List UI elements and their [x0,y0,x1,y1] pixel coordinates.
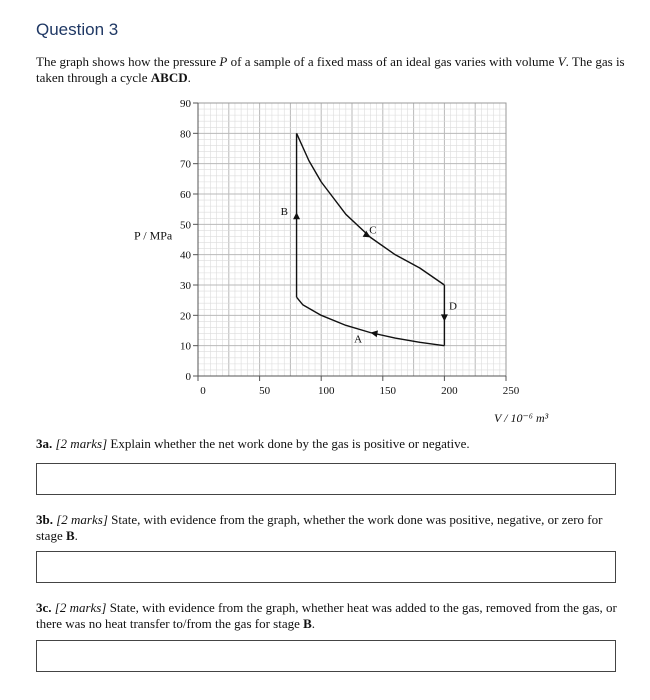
intro-cycle-name: ABCD [150,70,188,85]
point-label-a: A [354,333,363,346]
part-3b-text: State, with evidence from the graph, whether the work done was positive, negative, or zero for stage [36,512,603,543]
intro-text-1: The graph shows how the pressure [36,54,220,69]
y-tick-label: 30 [180,280,191,292]
y-tick-label: 60 [180,189,191,201]
y-tick-label: 10 [180,340,191,353]
x-tick-label: 50 [259,385,271,397]
part-3c-marks: [2 marks] [54,600,107,615]
part-3b-end: . [74,528,78,543]
intro-symbol-v: V [557,54,566,69]
intro-text-2: of a sample of a fixed mass of an ideal gas varies with volume [227,54,558,69]
x-tick-label: 150 [379,385,397,397]
point-label-b: B [280,206,288,219]
part-3b-id: 3b. [36,512,53,527]
y-tick-label: 50 [180,219,191,232]
x-tick-label: 250 [502,385,520,397]
intro-text-3: . The gas is taken through a cycle [36,54,625,85]
answer-box-3b[interactable] [36,551,616,583]
part-3b-marks: [2 marks] [56,512,108,527]
point-label-c: C [369,224,377,237]
y-axis-label: P / MPa [134,228,173,243]
x-axis-label: V / 10⁻⁶ m³ [494,411,549,425]
y-tick-label: 40 [180,249,191,262]
part-3c-end: . [311,616,316,631]
arrow-d-down [441,314,448,321]
y-tick-label: 80 [180,128,191,141]
y-tick-label: 70 [180,158,191,171]
arrow-b-up [293,212,300,219]
question-intro [36,54,626,86]
x-tick-label: 200 [441,385,458,397]
part-3c [36,600,626,632]
y-tick-label: 20 [180,310,191,323]
part-3a-id: 3a. [36,436,53,451]
x-tick-label: 100 [317,385,335,397]
part-3a [36,436,626,452]
part-3a-text: Explain whether the net work done by the gas is positive or negative. [107,436,470,451]
point-label-d: D [449,300,458,313]
question-heading: Question 3 [36,20,119,39]
grid [198,103,506,376]
y-tick-label: 90 [180,98,191,110]
answer-box-3a[interactable] [36,463,616,495]
part-3b-stage: B [65,528,75,543]
answer-box-3c[interactable] [36,640,616,672]
arrow-a-left [370,330,378,337]
part-3b [36,512,626,544]
y-tick-label: 0 [185,371,191,383]
intro-symbol-p: P [219,54,228,69]
part-3a-marks: [2 marks] [55,436,108,451]
part-3c-id: 3c. [36,600,52,615]
intro-text-4: . [187,70,191,85]
part-3c-stage: B [303,616,312,631]
part-3c-text: State, with evidence from the graph, whether heat was added to the gas, removed from the gas, or there was no heat transfer to/from the gas for stage [36,600,617,631]
x-tick-label: 0 [200,385,206,397]
pv-graph [0,92,650,432]
